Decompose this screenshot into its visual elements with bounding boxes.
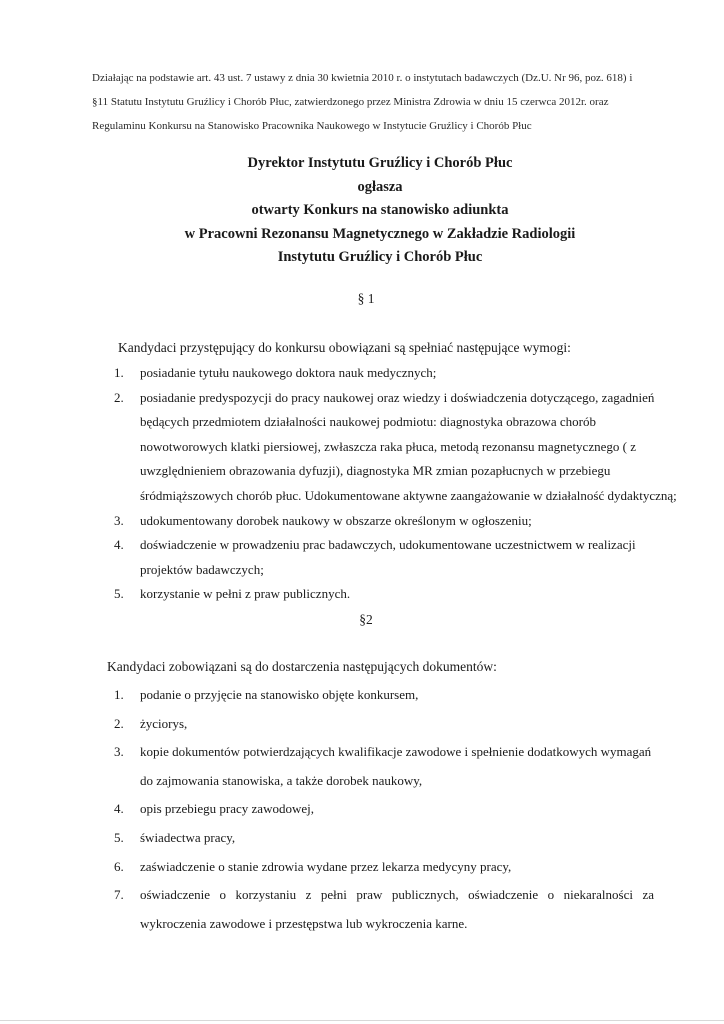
list-item-number: 6.	[114, 858, 124, 874]
list-item-text: korzystanie w pełni z praw publicznych.	[140, 586, 351, 602]
list-item-number: 3.	[114, 744, 124, 760]
list-item-text: podanie o przyjęcie na stanowisko objęte konkursem,	[140, 687, 419, 702]
section-2-intro: Kandydaci zobowiązani są do dostarczenia następujących dokumentów:	[107, 659, 497, 674]
list-item-text: oświadczenie o korzystaniu z pełni praw publicznych, oświadczenie o niekaralności za wykroczenia zawodowe i przestępstwa lub wykroczenia karne.	[140, 887, 654, 931]
heading-line-2: ogłasza	[357, 178, 403, 195]
list-item-number: 2.	[114, 715, 124, 731]
list-item-number: 1.	[114, 365, 124, 380]
section-2-mark: §2	[359, 612, 373, 627]
list-item	[114, 795, 654, 824]
list-item-text: zaświadczenie o stanie zdrowia wydane przez lekarza medycyny pracy,	[140, 858, 512, 874]
documents-list	[114, 681, 654, 938]
list-item	[114, 509, 680, 534]
list-item-text: życiorys,	[140, 715, 188, 731]
list-item-number: 3.	[114, 512, 124, 528]
list-item-number: 2.	[114, 389, 124, 405]
list-item-text: kopie dokumentów potwierdzających kwalifikacje zawodowe i spełnienie dodatkowych wymagań do zajmowania stanowiska, a także dorobek naukowy,	[140, 744, 652, 788]
list-item-text: udokumentowany dorobek naukowy w obszarze określonym w ogłoszeniu;	[140, 512, 532, 528]
list-item	[114, 681, 654, 710]
list-item-text: posiadanie predyspozycji do pracy naukowej oraz wiedzy i doświadczenia dotyczącego, zagadnień będących przedmiotem działalności naukowej podmiotu: diagnostyka obrazowa chorób nowotworowych klatki piersiowej, zwłaszcza raka płuca, metodą rezonansu magnetycznego ( z uwzględnieniem obrazowania dyfuzji), diagnostyka MR zmian pozapłucnych w przebiegu śródmiąższowych chorób płuc. Udokumentowane aktywne zaangażowanie w działalność dydaktyczną;	[140, 389, 677, 503]
heading-line-3: otwarty Konkurs na stanowisko adiunkta	[251, 202, 509, 218]
list-item-text: doświadczenie w prowadzeniu prac badawczych, udokumentowane uczestnictwem w realizacji projektów badawczych;	[140, 537, 636, 577]
announcement-heading	[120, 152, 640, 270]
list-item-number: 5.	[114, 586, 124, 602]
list-item	[114, 582, 680, 607]
list-item-number: 1.	[114, 687, 124, 702]
list-item-number: 4.	[114, 801, 124, 817]
legal-basis-intro	[92, 66, 676, 138]
list-item	[114, 881, 654, 938]
scan-edge-divider	[0, 1020, 724, 1021]
list-item	[114, 533, 680, 582]
list-item-text: posiadanie tytułu naukowego doktora nauk medycznych;	[140, 365, 437, 380]
list-item-number: 7.	[114, 887, 124, 903]
list-item-text: opis przebiegu pracy zawodowej,	[140, 801, 314, 817]
list-item-number: 5.	[114, 829, 124, 845]
intro-line-3: Regulaminu Konkursu na Stanowisko Pracownika Naukowego w Instytucie Gruźlicy i Chorób Płuc	[92, 120, 532, 132]
heading-line-5: Instytutu Gruźlicy i Chorób Płuc	[277, 249, 483, 265]
list-item	[114, 710, 654, 739]
section-1-intro: Kandydaci przystępujący do konkursu obowiązani są spełniać następujące wymogi:	[118, 340, 571, 355]
intro-line-2: §11 Statutu Instytutu Gruźlicy i Chorób Płuc, zatwierdzonego przez Ministra Zdrowia w dniu 15 czerwca 2012r. oraz	[92, 96, 609, 108]
list-item	[114, 386, 680, 509]
list-item	[114, 824, 654, 853]
section-1-mark: § 1	[357, 291, 375, 306]
list-item-text: świadectwa pracy,	[140, 829, 236, 845]
list-item	[114, 361, 680, 386]
heading-line-4: w Pracowni Rezonansu Magnetycznego w Zakładzie Radiologii	[184, 225, 576, 242]
heading-line-1: Dyrektor Instytutu Gruźlicy i Chorób Płuc	[247, 155, 513, 171]
list-item	[114, 853, 654, 882]
requirements-list	[114, 361, 680, 607]
list-item-number: 4.	[114, 537, 124, 553]
list-item	[114, 738, 654, 795]
intro-line-1: Działając na podstawie art. 43 ust. 7 ustawy z dnia 30 kwietnia 2010 r. o instytutach badawczych (Dz.U. Nr 96, poz. 618) i	[92, 72, 633, 84]
